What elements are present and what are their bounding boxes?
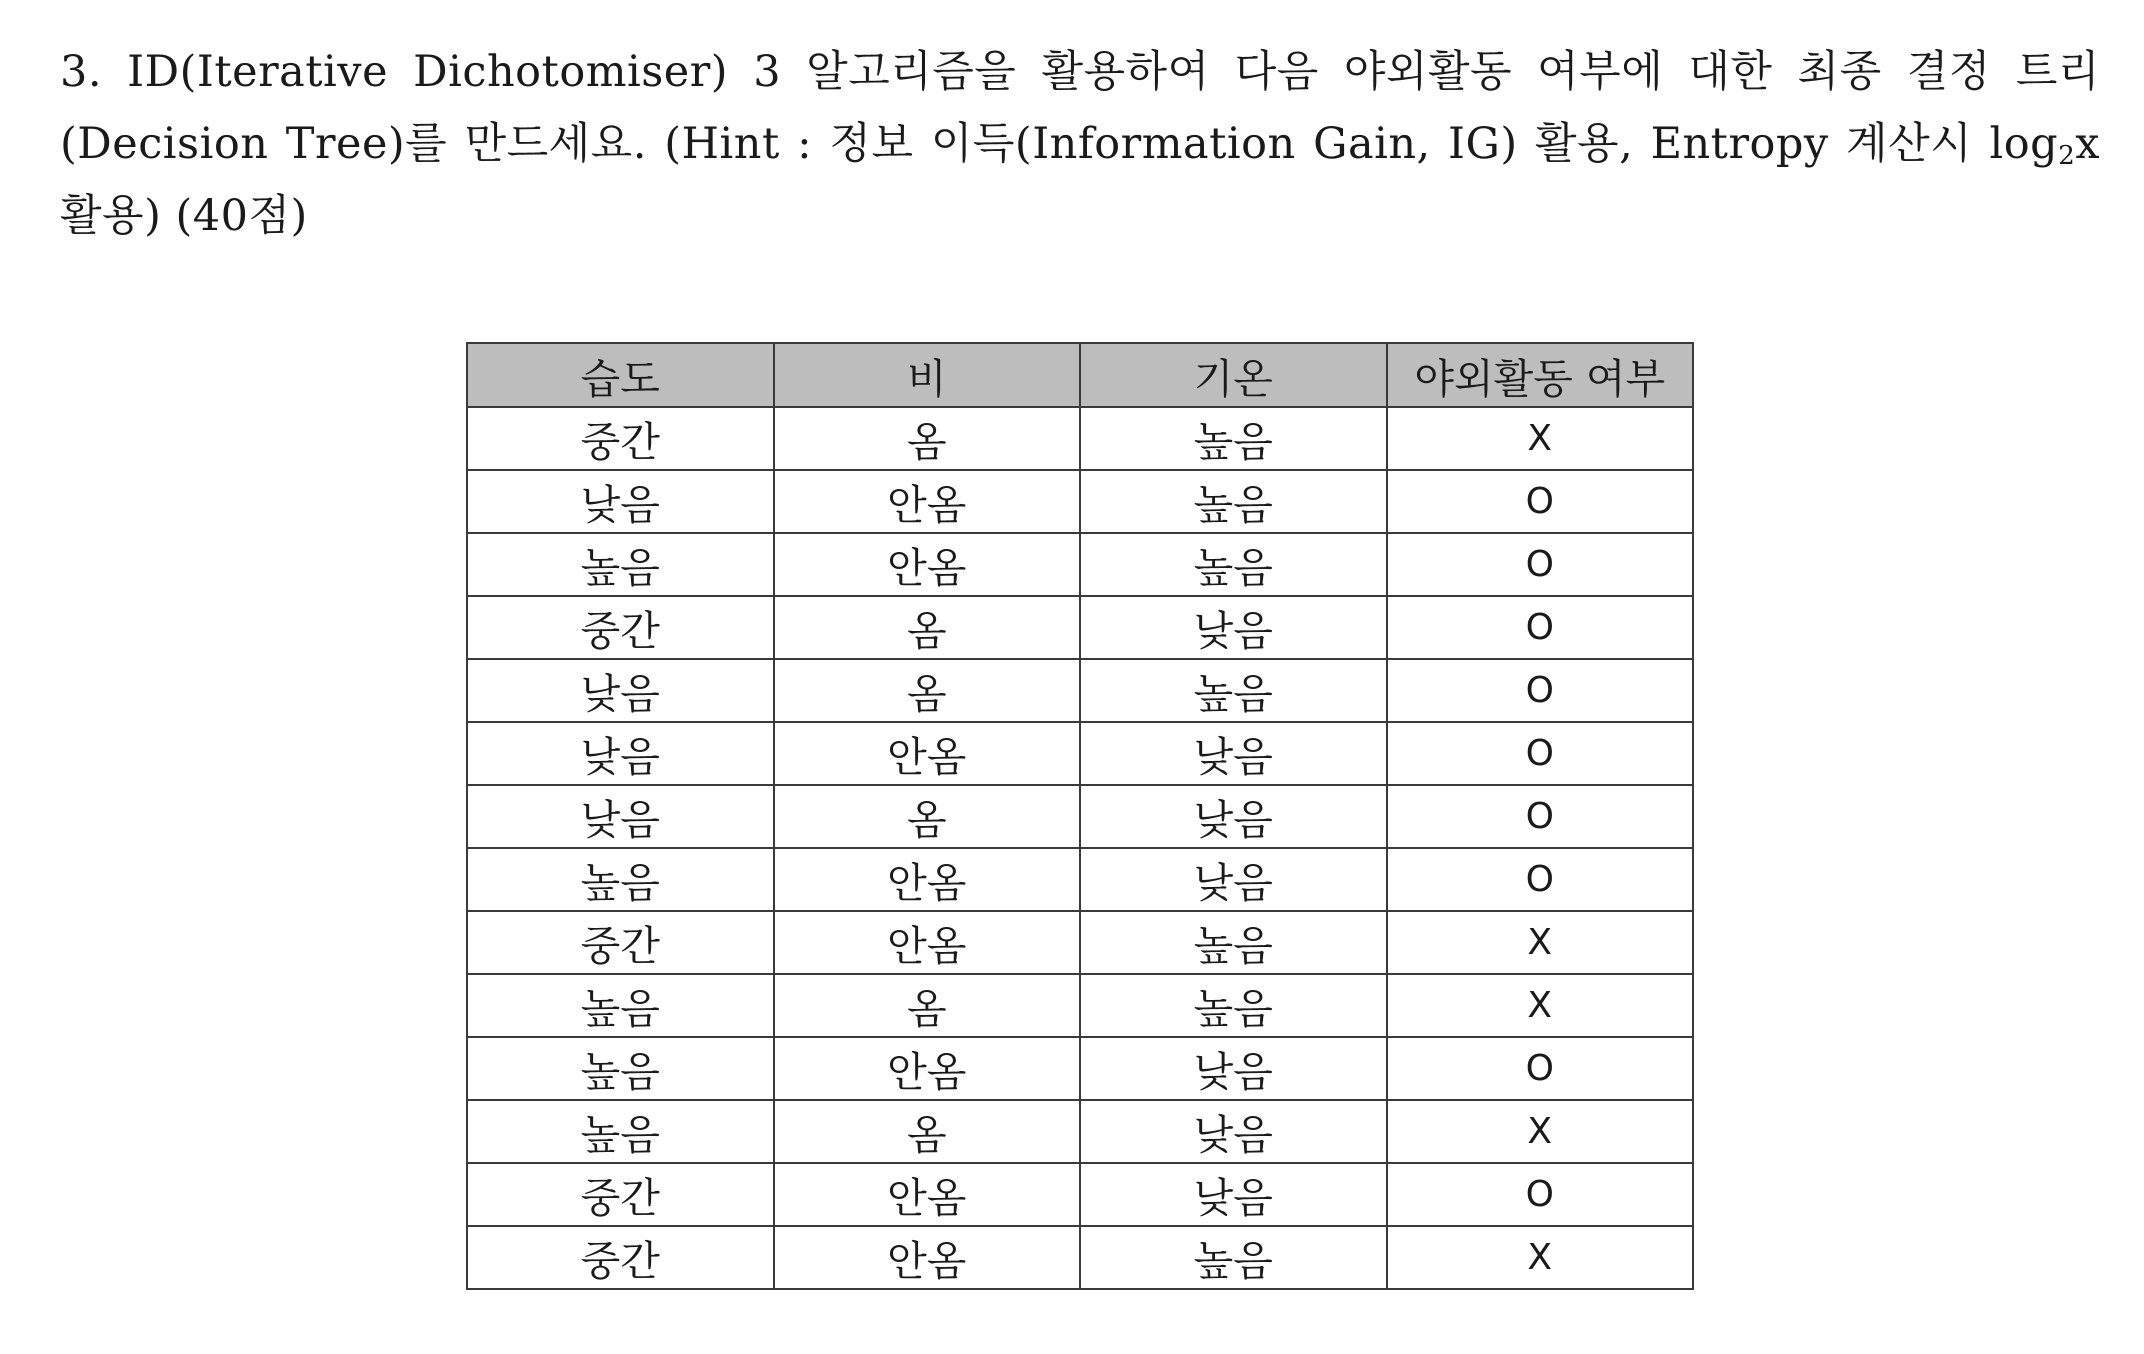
cell-outdoor-activity: X	[1387, 911, 1694, 974]
cell-outdoor-activity: O	[1387, 722, 1694, 785]
table-row	[467, 974, 1693, 1037]
table-row	[467, 659, 1693, 722]
cell-temperature: 낮음	[1080, 785, 1387, 848]
cell-humidity: 중간	[467, 911, 774, 974]
cell-outdoor-activity: X	[1387, 1226, 1694, 1289]
cell-rain: 안옴	[774, 1226, 1081, 1289]
cell-temperature: 높음	[1080, 659, 1387, 722]
cell-rain: 안옴	[774, 722, 1081, 785]
cell-outdoor-activity: O	[1387, 596, 1694, 659]
table-header-row	[467, 343, 1693, 407]
table-row	[467, 470, 1693, 533]
cell-rain: 옴	[774, 785, 1081, 848]
cell-rain: 옴	[774, 1100, 1081, 1163]
cell-outdoor-activity: X	[1387, 407, 1694, 470]
table-row	[467, 848, 1693, 911]
cell-humidity: 높음	[467, 1037, 774, 1100]
cell-humidity: 높음	[467, 533, 774, 596]
cell-outdoor-activity: O	[1387, 785, 1694, 848]
table-row	[467, 1163, 1693, 1226]
cell-outdoor-activity: X	[1387, 1100, 1694, 1163]
table-row	[467, 533, 1693, 596]
cell-rain: 안옴	[774, 470, 1081, 533]
cell-humidity: 낮음	[467, 785, 774, 848]
cell-outdoor-activity: O	[1387, 470, 1694, 533]
table-row	[467, 407, 1693, 470]
table-row	[467, 911, 1693, 974]
cell-rain: 안옴	[774, 1163, 1081, 1226]
cell-temperature: 낮음	[1080, 596, 1387, 659]
cell-humidity: 낮음	[467, 659, 774, 722]
cell-humidity: 중간	[467, 1163, 774, 1226]
table-row	[467, 785, 1693, 848]
header-humidity: 습도	[467, 343, 774, 407]
cell-humidity: 높음	[467, 1100, 774, 1163]
cell-temperature: 높음	[1080, 407, 1387, 470]
cell-outdoor-activity: O	[1387, 533, 1694, 596]
cell-temperature: 낮음	[1080, 1100, 1387, 1163]
cell-temperature: 높음	[1080, 911, 1387, 974]
cell-humidity: 높음	[467, 974, 774, 1037]
cell-humidity: 낮음	[467, 470, 774, 533]
cell-rain: 옴	[774, 596, 1081, 659]
cell-rain: 옴	[774, 974, 1081, 1037]
cell-humidity: 낮음	[467, 722, 774, 785]
question-line-2-main: (Decision Tree)를 만드세요. (Hint : 정보 이득(Information Gain, IG) 활용, Entropy 계산시 log	[60, 119, 2059, 169]
cell-temperature: 낮음	[1080, 848, 1387, 911]
outdoor-activity-table	[466, 342, 1694, 1290]
cell-temperature: 높음	[1080, 470, 1387, 533]
cell-outdoor-activity: X	[1387, 974, 1694, 1037]
question-line-1: 3. ID(Iterative Dichotomiser) 3 알고리즘을 활용하여 다음 야외활동 여부에 대한 최종 결정 트리	[60, 47, 2100, 97]
cell-rain: 안옴	[774, 1037, 1081, 1100]
cell-temperature: 높음	[1080, 1226, 1387, 1289]
cell-rain: 안옴	[774, 848, 1081, 911]
cell-outdoor-activity: O	[1387, 1163, 1694, 1226]
cell-rain: 안옴	[774, 533, 1081, 596]
cell-outdoor-activity: O	[1387, 848, 1694, 911]
table-row	[467, 1037, 1693, 1100]
header-rain: 비	[774, 343, 1081, 407]
data-table-container	[466, 342, 1694, 1290]
cell-outdoor-activity: O	[1387, 659, 1694, 722]
table-row	[467, 1226, 1693, 1289]
table-row	[467, 722, 1693, 785]
cell-outdoor-activity: O	[1387, 1037, 1694, 1100]
table-body	[467, 407, 1693, 1289]
question-line-2-tail: x	[2075, 119, 2100, 169]
cell-temperature: 낮음	[1080, 722, 1387, 785]
question-line-2	[60, 108, 2100, 180]
question-text	[60, 36, 2100, 252]
cell-temperature: 낮음	[1080, 1163, 1387, 1226]
cell-humidity: 중간	[467, 1226, 774, 1289]
header-outdoor-activity: 야외활동 여부	[1387, 343, 1694, 407]
cell-rain: 옴	[774, 659, 1081, 722]
cell-humidity: 중간	[467, 596, 774, 659]
cell-temperature: 낮음	[1080, 1037, 1387, 1100]
cell-rain: 안옴	[774, 911, 1081, 974]
log-base-subscript: 2	[2058, 141, 2076, 171]
cell-temperature: 높음	[1080, 974, 1387, 1037]
question-line-3: 활용) (40점)	[60, 191, 308, 241]
table-row	[467, 596, 1693, 659]
cell-rain: 옴	[774, 407, 1081, 470]
table-row	[467, 1100, 1693, 1163]
cell-temperature: 높음	[1080, 533, 1387, 596]
cell-humidity: 중간	[467, 407, 774, 470]
cell-humidity: 높음	[467, 848, 774, 911]
header-temperature: 기온	[1080, 343, 1387, 407]
